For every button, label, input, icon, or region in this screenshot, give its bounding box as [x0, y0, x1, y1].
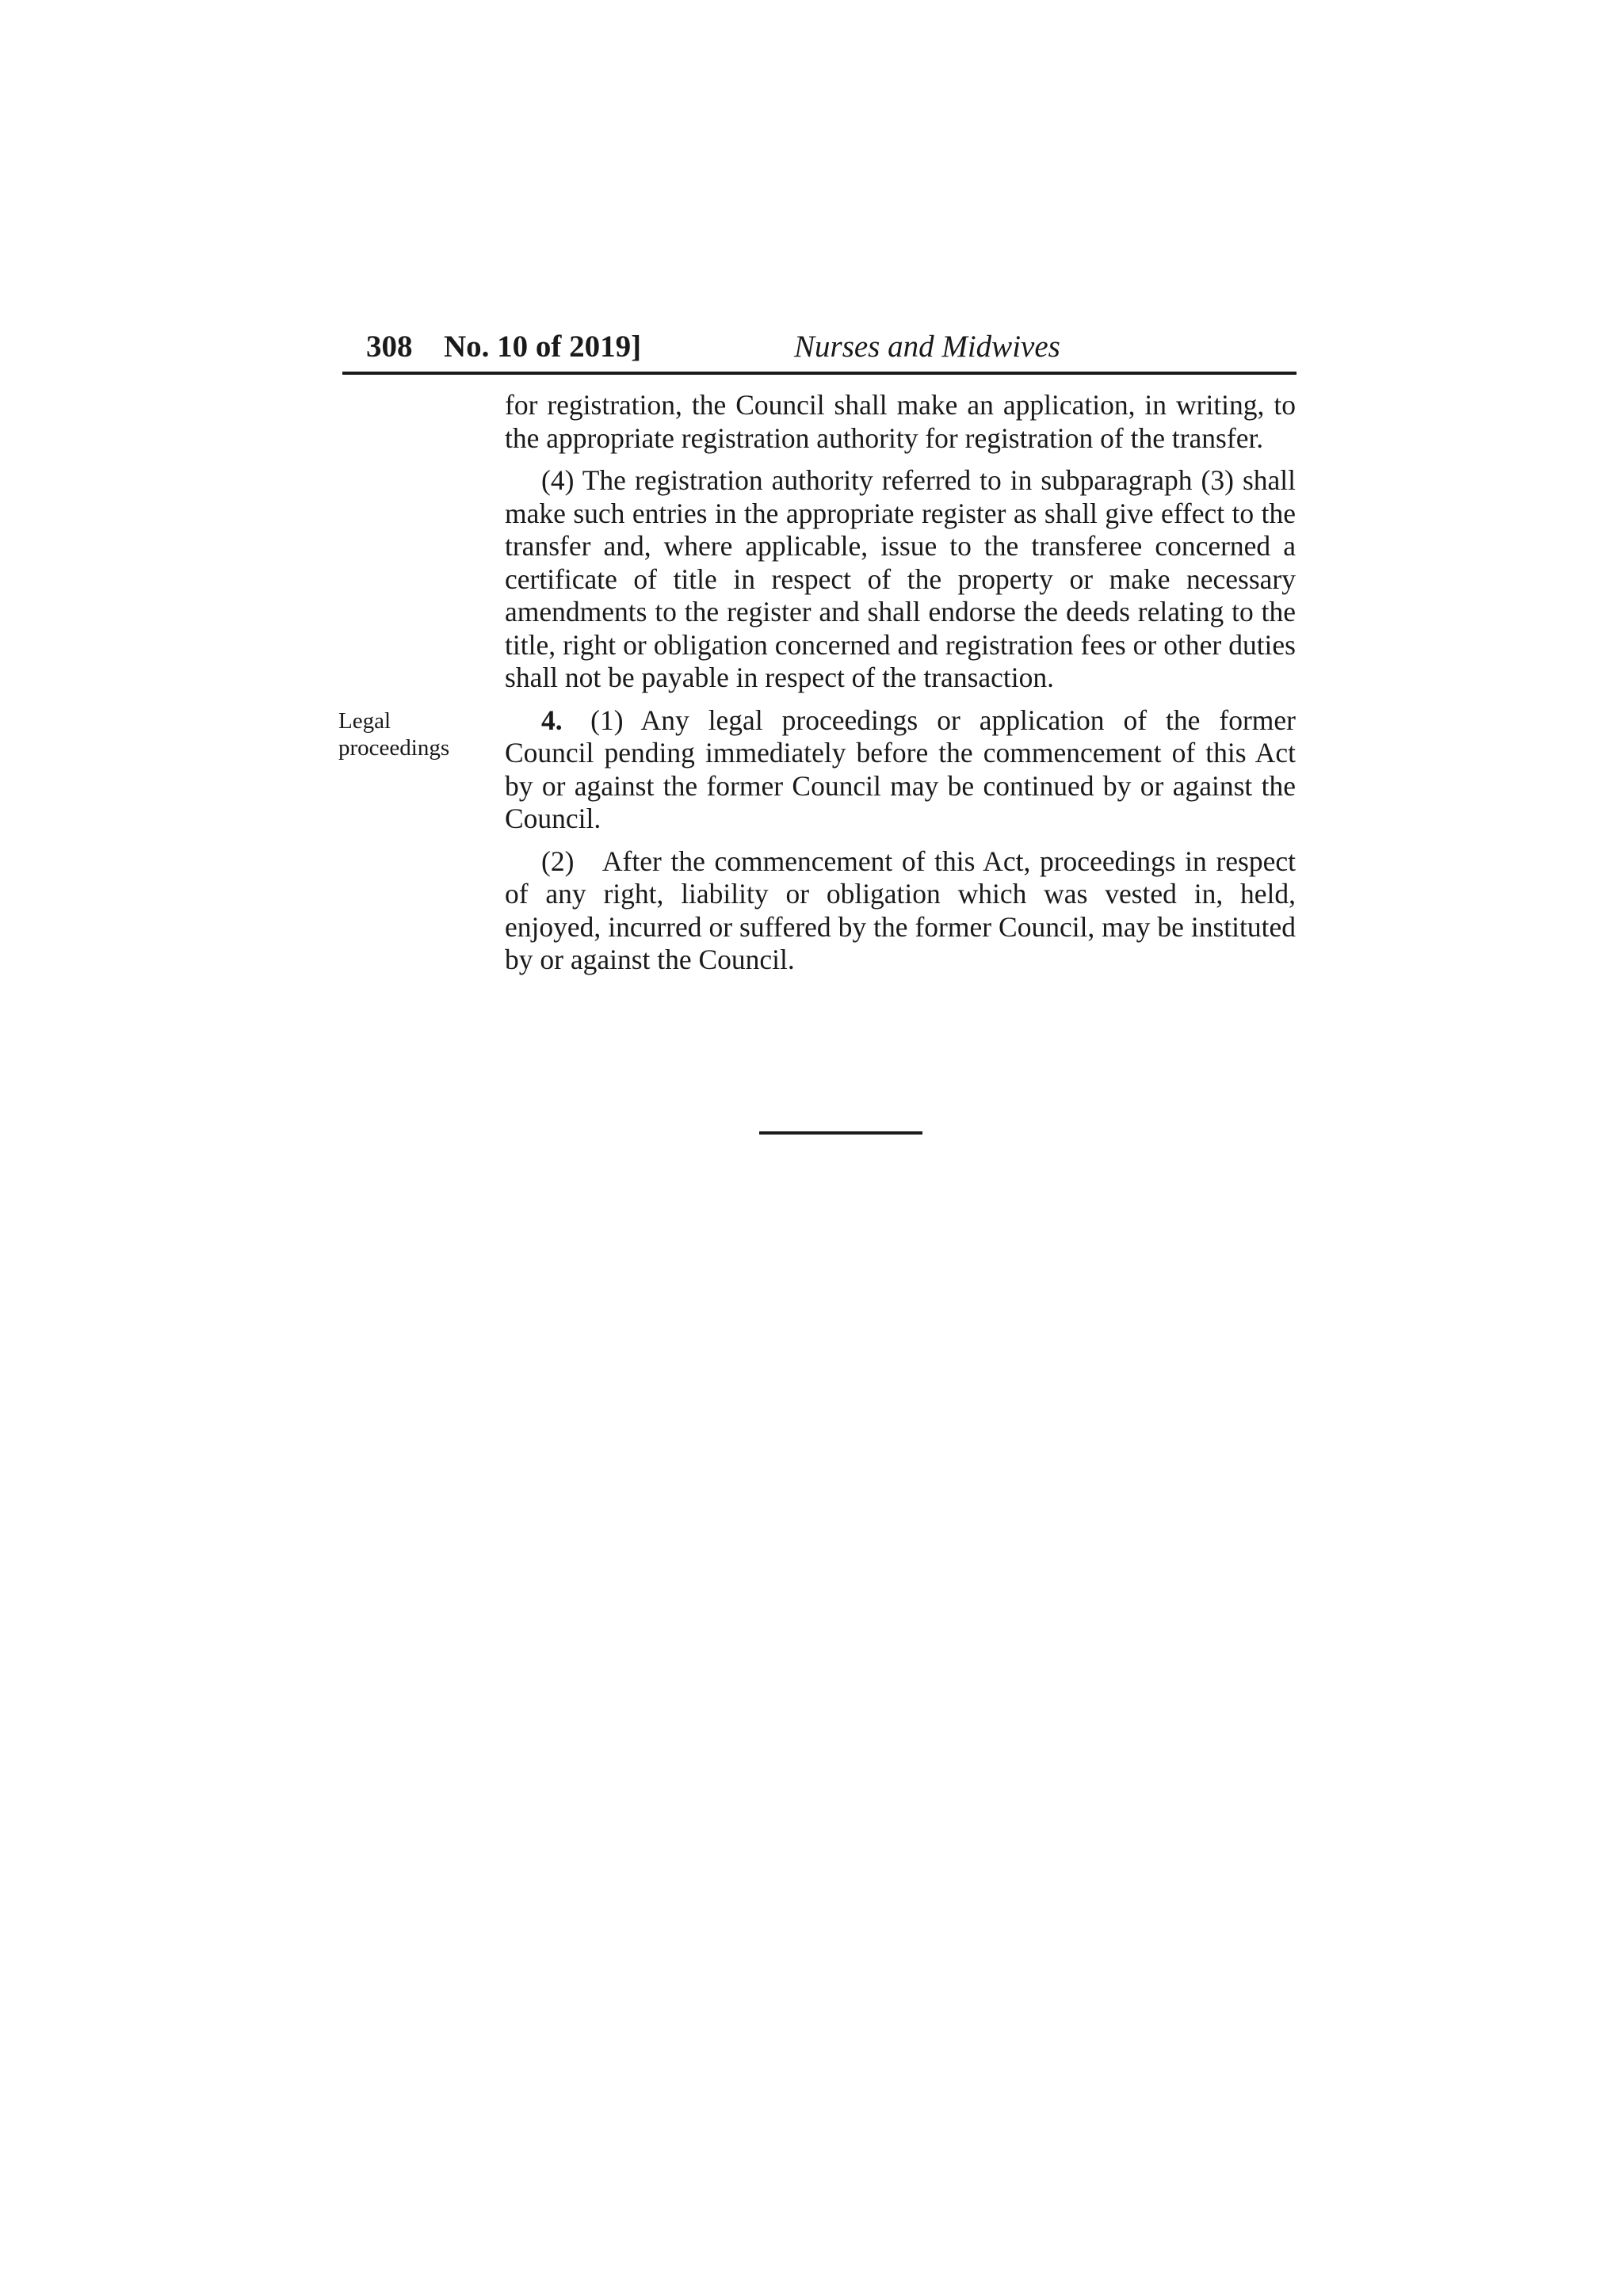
act-reference: No. 10 of 2019] — [444, 330, 642, 364]
section-4-subsection-1-text: (1) Any legal proceedings or application of the former Council pending immediately before the commencement of this Act by or against the former Council may be continued by or against the Council. — [505, 704, 1296, 834]
running-title: Nurses and Midwives — [794, 330, 1060, 364]
section-number: 4. — [541, 704, 563, 736]
body-text — [505, 389, 1296, 986]
page-number: 308 — [366, 330, 413, 364]
subparagraph-4: (4) The registration authority referred to in subparagraph (3) shall make such entries in the appropriate register as shall give effect to the transfer and, where applicable, issue to the transferee concerned a certificate of title in respect of the property or make necessary amendments to the register and shall endorse the deeds relating to the title, right or obligation concerned and registration fees or other duties shall not be payable in respect of the transaction. — [505, 464, 1296, 693]
margin-note-legal-proceedings: Legal proceedings — [338, 708, 450, 761]
header-rule — [342, 372, 1296, 375]
section-4-subsection-1 — [505, 704, 1296, 836]
page-header — [342, 325, 1296, 369]
end-rule — [759, 1131, 922, 1135]
section-4-subsection-2: (2) After the commencement of this Act, proceedings in respect of any right, liability or obligation which was vested in, held, enjoyed, incurred or suffered by the former Council, may be instituted by or against the Council. — [505, 845, 1296, 975]
continuation-paragraph: for registration, the Council shall make an application, in writing, to the appropriate registration authority for registration of the transfer. — [505, 389, 1296, 454]
